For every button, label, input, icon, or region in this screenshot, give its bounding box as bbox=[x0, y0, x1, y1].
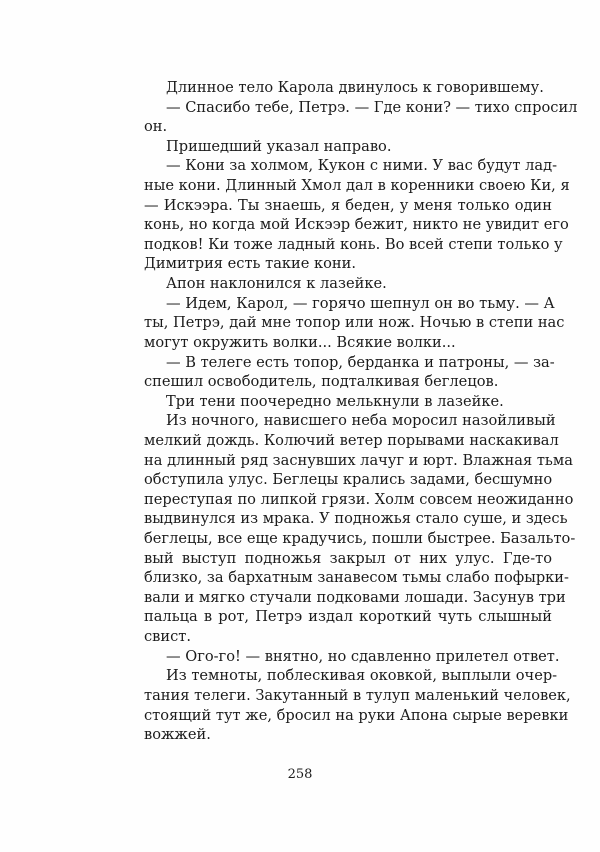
text-line: — Искээра. Ты знаешь, я беден, у меня только один bbox=[144, 196, 552, 214]
text-line: Из ночного, нависшего неба моросил назойливый bbox=[166, 412, 556, 430]
text-line: конь, но когда мой Искээр бежит, никто не увидит его bbox=[144, 216, 569, 234]
text-line: Пришедший указал направо. bbox=[166, 137, 392, 155]
text-line: Апон наклонился к лазейке. bbox=[166, 275, 387, 293]
text-line: он. bbox=[144, 118, 168, 136]
text-line: выдвинулся из мрака. У подножья стало суше, и здесь bbox=[144, 510, 568, 528]
text-line: могут окружить волки... Всякие волки... bbox=[144, 333, 456, 351]
text-line: ты, Петрэ, дай мне топор или нож. Ночью в степи нас bbox=[144, 314, 565, 332]
text-line: — Спасибо тебе, Петрэ. — Где кони? — тихо спросил bbox=[166, 98, 578, 116]
text-line: переступая по липкой грязи. Холм совсем неожиданно bbox=[144, 490, 574, 508]
text-line: Длинное тело Карола двинулось к говорившему. bbox=[166, 79, 544, 96]
text-line: спешил освободитель, подталкивая беглецов. bbox=[144, 373, 499, 391]
text-line: ные кони. Длинный Хмол дал в коренники своею Ки, я bbox=[144, 177, 570, 195]
body-text bbox=[144, 78, 578, 745]
text-line: стоящий тут же, бросил на руки Апона сырые веревки bbox=[144, 706, 569, 724]
text-line: Три тени поочередно мелькнули в лазейке. bbox=[166, 392, 504, 410]
text-line: подков! Ки тоже ладный конь. Во всей степи только у bbox=[144, 235, 563, 253]
text-line: близко, за бархатным занавесом тьмы слабо пофырки- bbox=[144, 569, 569, 587]
text-line: пальца в рот, Петрэ издал короткий чуть слышный bbox=[144, 608, 552, 626]
text-line: — Кони за холмом, Кукон с ними. У вас будут лад- bbox=[166, 157, 557, 175]
text-line: мелкий дождь. Колючий ветер порывами наскакивал bbox=[144, 431, 559, 449]
text-line: тания телеги. Закутанный в тулуп маленький человек, bbox=[144, 686, 571, 704]
page-number: 258 bbox=[287, 767, 313, 782]
text-line: — Ого-го! — внятно, но сдавленно прилетел ответ. bbox=[166, 647, 560, 665]
text-line: — Идем, Карол, — горячо шепнул он во тьму. — А bbox=[166, 294, 555, 312]
text-line: на длинный ряд заснувших лачуг и юрт. Влажная тьма bbox=[144, 451, 573, 469]
text-line: Димитрия есть такие кони. bbox=[144, 255, 357, 273]
text-line: — В телеге есть топор, берданка и патроны, — за- bbox=[166, 353, 555, 371]
text-line: обступила улус. Беглецы крались задами, бесшумно bbox=[144, 471, 553, 489]
text-line: Из темноты, поблескивая оковкой, выплыли очер- bbox=[166, 667, 558, 685]
text-line: свист. bbox=[144, 628, 192, 646]
text-line: беглецы, все еще крадучись, пошли быстрее. Базальто- bbox=[144, 530, 576, 548]
text-line: вали и мягко стучали подковами лошади. Засунув три bbox=[144, 588, 566, 606]
text-line: вожжей. bbox=[144, 726, 211, 744]
text-line: вый выступ подножья закрыл от них улус. Где-то bbox=[144, 549, 552, 567]
